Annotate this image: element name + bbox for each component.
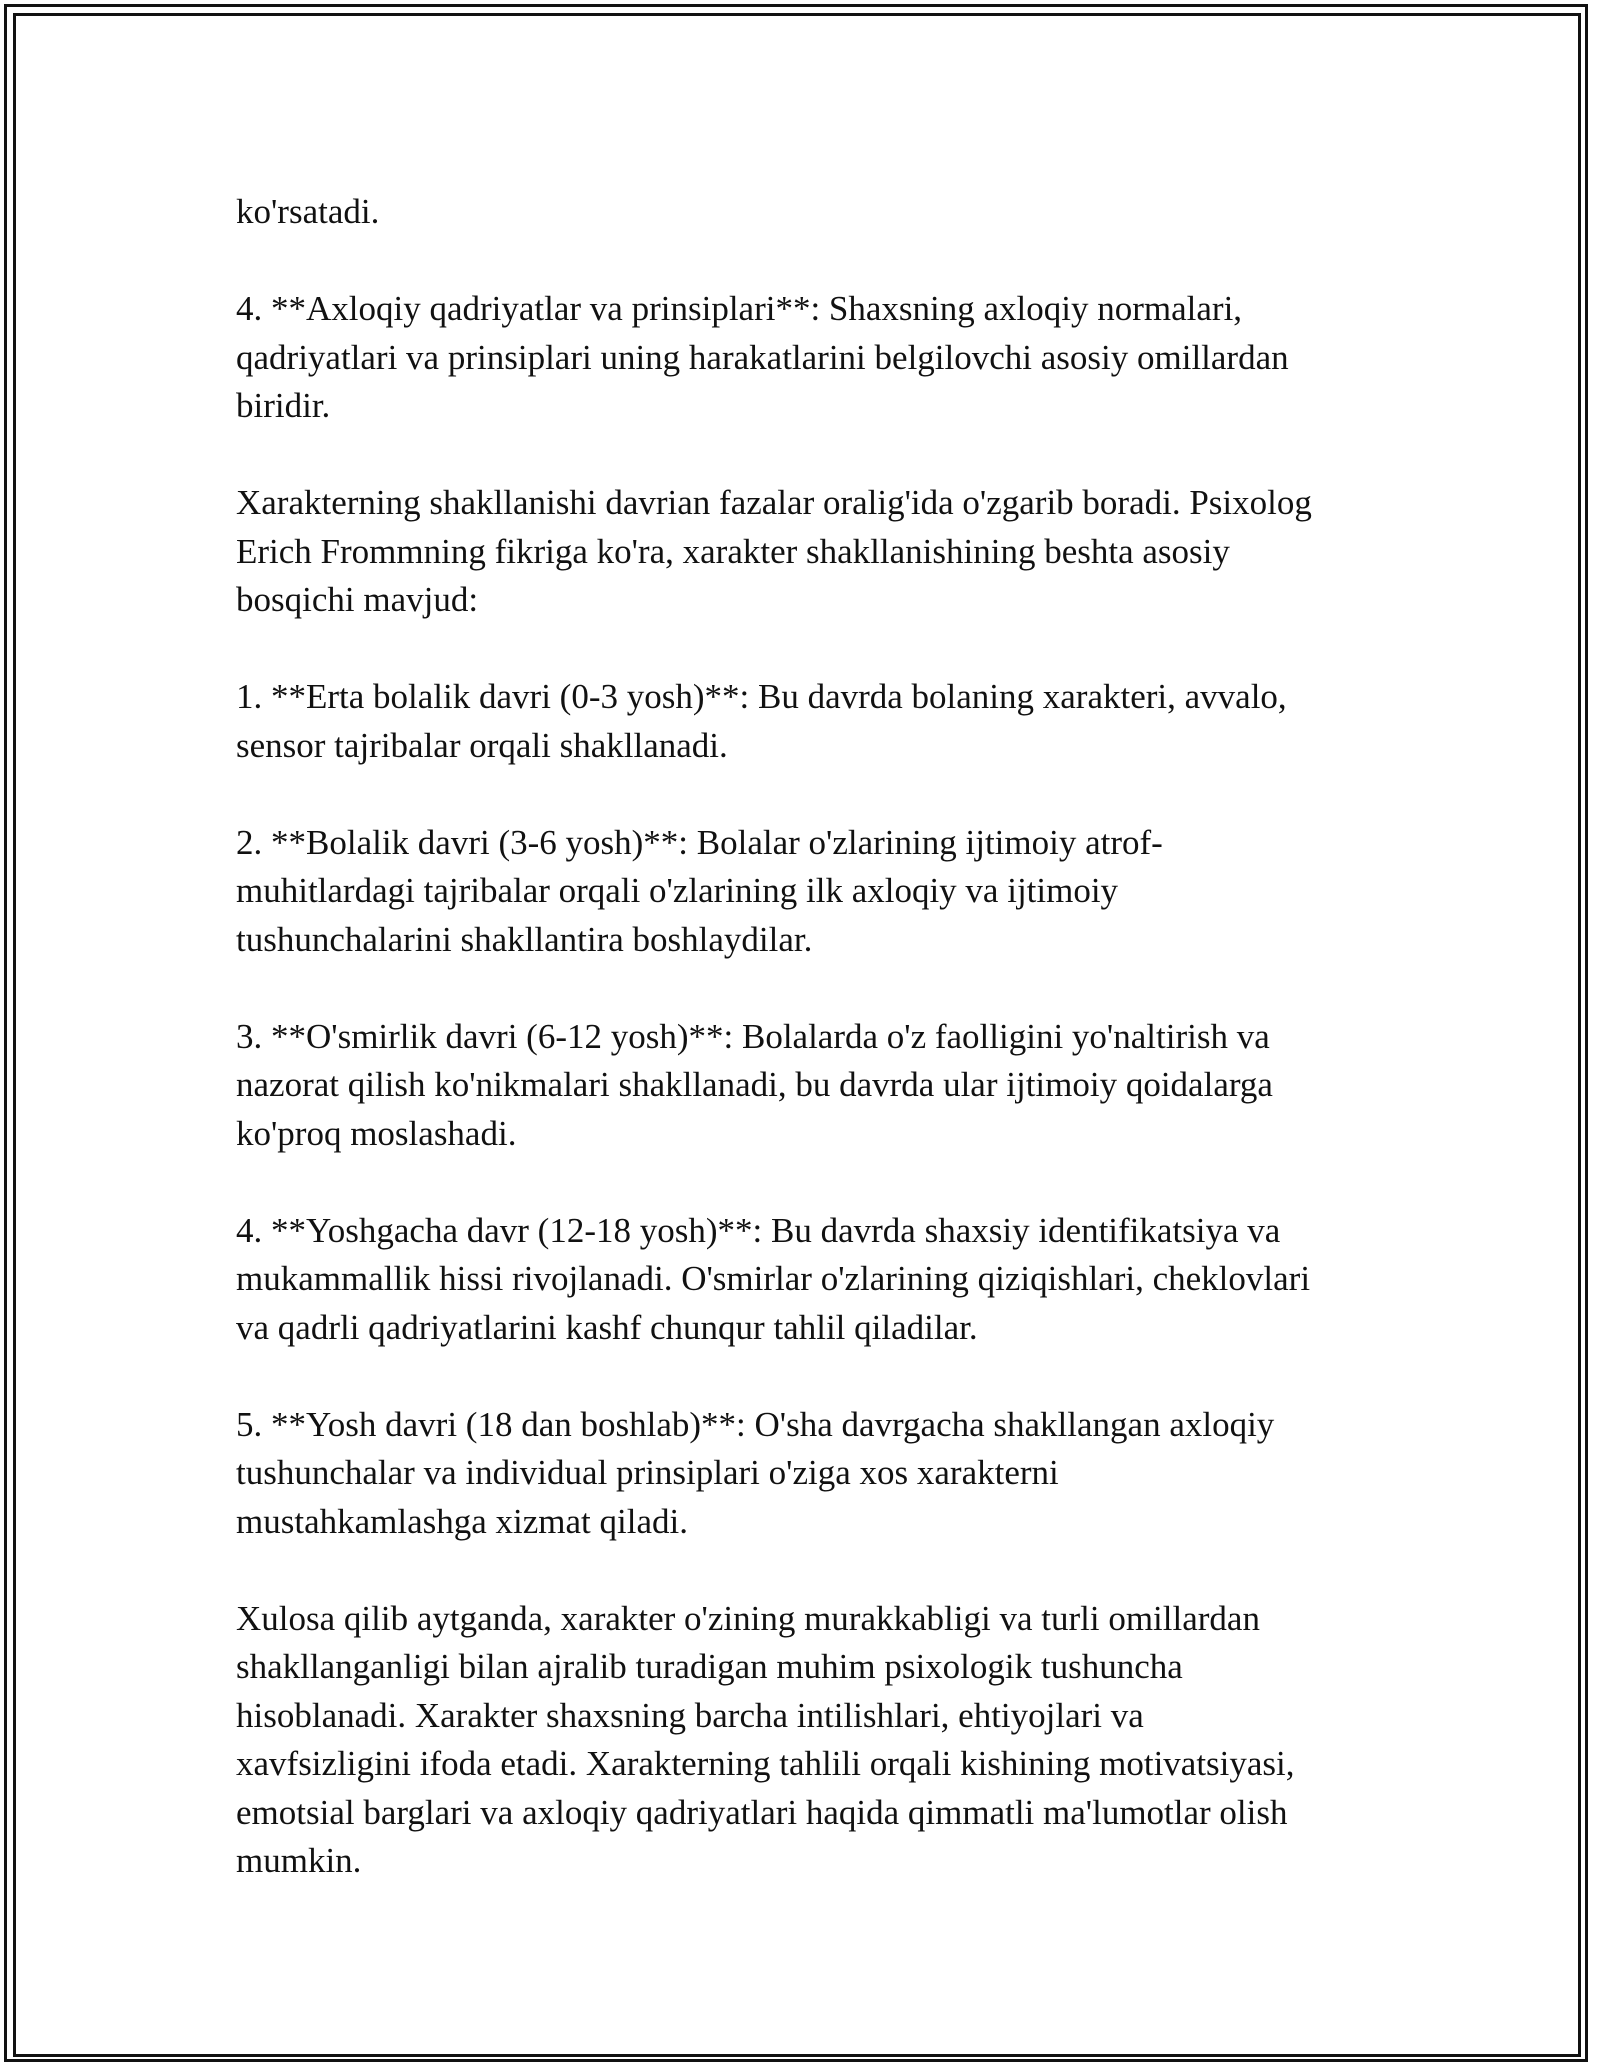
paragraph-stage-5: 5. **Yosh davri (18 dan boshlab)**: O'sha davrgacha shakllangan axloqiy tushunchalar va individual prinsiplari o'ziga xos xarakterni mustahkamlashga xizmat qiladi. bbox=[236, 1404, 1275, 1541]
paragraph-continuation: ko'rsatadi. bbox=[236, 192, 380, 231]
paragraph-stage-4: 4. **Yoshgacha davr (12-18 yosh)**: Bu davrda shaxsiy identifikatsiya va mukammallik hissi rivojlanadi. O'smirlar o'zlarining qiziqishlari, cheklovlari va qadrli qadriyatlarini kashf chunqur tahlil qiladilar. bbox=[236, 1210, 1311, 1347]
paragraph-conclusion: Xulosa qilib aytganda, xarakter o'zining murakkabligi va turli omillardan shakllanganligi bilan ajralib turadigan muhim psixologik tushuncha hisoblanadi. Xarakter shaxsning barcha intilishlari, ehtiyojlari va xavfsizligini ifoda etadi. Xarakterning tahlili orqali kishining motivatsiyasi, emotsial barglari va axloqiy qadriyatlari haqida qimmatli ma'lumotlar olish mumkin. bbox=[236, 1598, 1295, 1880]
paragraph-fromm-intro: Xarakterning shakllanishi davrian fazalar oralig'ida o'zgarib boradi. Psixolog Erich Frommning fikriga ko'ra, xarakter shakllanishining beshta asosiy bosqichi mavjud: bbox=[236, 483, 1312, 619]
paragraph-stage-2: 2. **Bolalik davri (3-6 yosh)**: Bolalar o'zlarining ijtimoiy atrof- muhitlardagi tajribalar orqali o'zlarining ilk axloqiy va ijtimoiy tushunchalarini shakllantira boshlaydilar. bbox=[236, 822, 1163, 959]
paragraph-stage-3: 3. **O'smirlik davri (6-12 yosh)**: Bolalarda o'z faolligini yo'naltirish va nazorat qilish ko'nikmalari shakllanadi, bu davrda ular ijtimoiy qoidalarga ko'proq moslashadi. bbox=[236, 1016, 1273, 1153]
paragraph-moral-values: 4. **Axloqiy qadriyatlar va prinsiplari**: Shaxsning axloqiy normalari, qadriyatlari va prinsiplari uning harakatlarini belgilovchi asosiy omillardan biridir. bbox=[236, 289, 1289, 425]
document-body bbox=[236, 188, 1372, 1934]
paragraph-stage-1: 1. **Erta bolalik davri (0-3 yosh)**: Bu davrda bolaning xarakteri, avvalo, sensor tajribalar orqali shakllanadi. bbox=[236, 677, 1287, 765]
